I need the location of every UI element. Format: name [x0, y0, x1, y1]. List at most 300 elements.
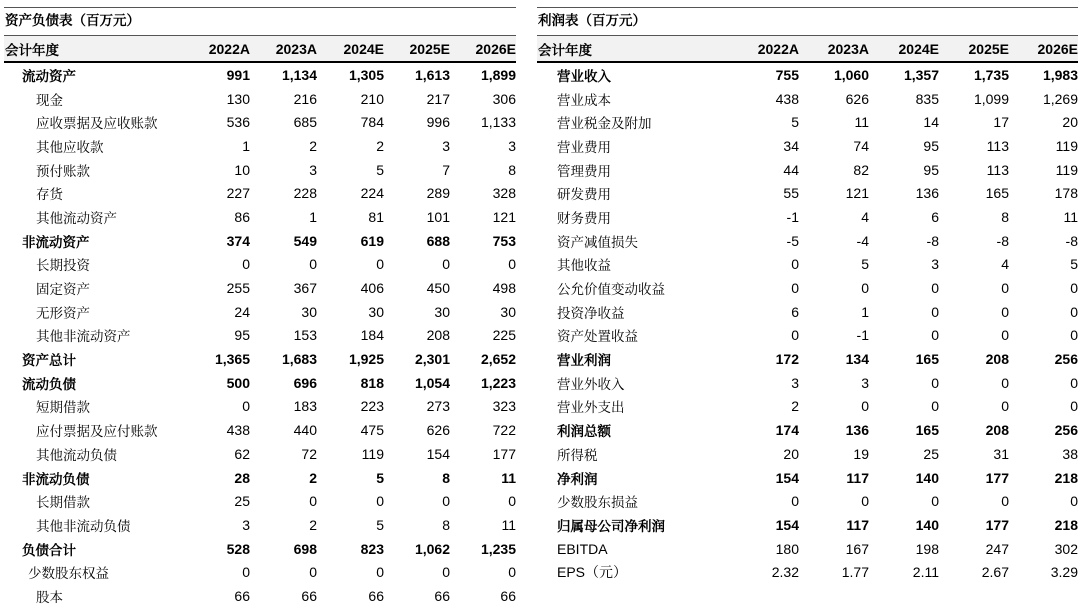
row-value: 174 — [775, 422, 799, 439]
table-row — [4, 418, 516, 442]
row-label: 现金 — [36, 92, 63, 109]
row-value: 210 — [360, 90, 384, 107]
row-value: 0 — [791, 256, 799, 273]
row-value: 154 — [775, 469, 799, 486]
row-value: 140 — [915, 516, 939, 533]
row-label: 负债合计 — [22, 542, 76, 559]
row-value: 95 — [923, 161, 939, 178]
row-value: 374 — [226, 232, 250, 249]
row-value: 619 — [360, 232, 384, 249]
table-row — [537, 276, 1078, 300]
row-value: 5 — [1070, 256, 1078, 273]
table-row — [4, 513, 516, 537]
row-value: 5 — [376, 161, 384, 178]
table-row — [537, 347, 1078, 371]
row-label: 归属母公司净利润 — [557, 518, 665, 535]
row-value: 30 — [500, 303, 516, 320]
row-value: 1,925 — [348, 351, 384, 368]
row-label: 长期投资 — [36, 258, 90, 275]
header-2022a: 2022A — [729, 36, 799, 62]
header-2026e: 2026E — [1009, 36, 1078, 62]
row-value: 498 — [492, 280, 516, 297]
table-row — [4, 253, 516, 277]
row-value: 228 — [293, 185, 317, 202]
row-value: 5 — [376, 469, 384, 486]
row-label: 财务费用 — [557, 210, 611, 227]
row-value: 31 — [993, 445, 1009, 462]
row-value: 3 — [861, 374, 869, 391]
row-value: 0 — [309, 256, 317, 273]
row-value: 0 — [1001, 493, 1009, 510]
table-row — [4, 87, 516, 111]
row-value: 165 — [915, 422, 939, 439]
row-value: 475 — [360, 422, 384, 439]
row-value: 0 — [1070, 493, 1078, 510]
row-value: 34 — [783, 137, 799, 154]
row-value: 818 — [360, 374, 384, 391]
row-value: 177 — [492, 445, 516, 462]
row-value: 0 — [376, 564, 384, 581]
header-2024e: 2024E — [317, 36, 384, 62]
row-value: 10 — [234, 161, 250, 178]
row-value: 2 — [791, 398, 799, 415]
row-value: 4 — [1001, 256, 1009, 273]
row-value: -8 — [1065, 232, 1078, 249]
row-value: 3 — [508, 137, 516, 154]
row-label: 无形资产 — [36, 305, 90, 322]
row-value: 0 — [508, 493, 516, 510]
row-label: 资产处置收益 — [557, 329, 638, 346]
row-value: 722 — [492, 422, 516, 439]
row-value: 8 — [508, 161, 516, 178]
row-label: 预付账款 — [36, 163, 90, 180]
row-value: 450 — [426, 280, 450, 297]
row-value: 113 — [986, 161, 1009, 178]
row-value: 117 — [846, 516, 869, 533]
table-row — [4, 466, 516, 490]
row-label: 存货 — [36, 187, 63, 204]
row-value: 0 — [931, 303, 939, 320]
row-value: 86 — [234, 208, 250, 225]
row-value: 177 — [985, 516, 1009, 533]
row-value: 1,223 — [480, 374, 516, 391]
row-value: 0 — [1070, 374, 1078, 391]
row-value: 0 — [931, 327, 939, 344]
row-label: 流动负债 — [22, 376, 76, 393]
row-value: 0 — [931, 374, 939, 391]
row-label: 营业外支出 — [557, 400, 625, 417]
table-row — [537, 489, 1078, 513]
row-value: -4 — [856, 232, 869, 249]
row-label: 其他流动资产 — [36, 210, 117, 227]
table-row — [537, 560, 1078, 584]
row-value: 784 — [360, 114, 384, 131]
row-value: 626 — [845, 90, 869, 107]
row-label: 投资净收益 — [557, 305, 625, 322]
row-value: 0 — [508, 256, 516, 273]
row-value: 66 — [434, 587, 450, 604]
row-value: 0 — [376, 256, 384, 273]
row-value: 6 — [931, 208, 939, 225]
row-value: 289 — [426, 185, 450, 202]
row-value: 216 — [293, 90, 317, 107]
table-row — [4, 110, 516, 134]
row-value: 17 — [993, 114, 1009, 131]
row-value: 0 — [861, 398, 869, 415]
row-label: 股本 — [36, 589, 63, 606]
row-value: 74 — [853, 137, 869, 154]
table-row — [4, 537, 516, 561]
row-value: 30 — [301, 303, 317, 320]
row-value: 11 — [854, 114, 869, 131]
row-value: 130 — [226, 90, 250, 107]
row-value: 438 — [226, 422, 250, 439]
row-value: 1,269 — [1042, 90, 1078, 107]
table-row — [537, 181, 1078, 205]
row-value: 2 — [309, 137, 317, 154]
row-value: 1,099 — [973, 90, 1009, 107]
balance-sheet-table — [4, 36, 516, 608]
row-value: 8 — [1001, 208, 1009, 225]
row-value: 273 — [426, 398, 450, 415]
row-value: -1 — [786, 208, 799, 225]
row-value: 8 — [442, 516, 450, 533]
row-value: 4 — [861, 208, 869, 225]
row-value: 224 — [360, 185, 384, 202]
row-value: 223 — [360, 398, 384, 415]
row-value: 19 — [853, 445, 869, 462]
row-value: 113 — [986, 137, 1009, 154]
row-value: 0 — [931, 280, 939, 297]
row-value: -8 — [926, 232, 939, 249]
row-label: 少数股东权益 — [28, 566, 109, 583]
row-label: 利润总额 — [557, 424, 611, 441]
row-value: 14 — [923, 114, 939, 131]
row-value: 136 — [845, 422, 869, 439]
row-value: 0 — [791, 327, 799, 344]
row-value: 0 — [791, 280, 799, 297]
row-value: 20 — [783, 445, 799, 462]
row-value: 119 — [1055, 137, 1078, 154]
row-value: 2.67 — [981, 564, 1009, 581]
row-value: 3 — [309, 161, 317, 178]
row-value: 536 — [226, 114, 250, 131]
row-value: 0 — [1070, 398, 1078, 415]
row-value: 5 — [791, 114, 799, 131]
row-value: 1 — [242, 137, 250, 154]
row-value: 0 — [242, 564, 250, 581]
row-value: 996 — [426, 114, 450, 131]
row-value: 153 — [293, 327, 317, 344]
table-row — [4, 62, 516, 87]
row-value: 1,133 — [480, 114, 516, 131]
row-value: 0 — [931, 493, 939, 510]
row-value: 685 — [293, 114, 317, 131]
row-value: 500 — [226, 374, 250, 391]
table-row — [537, 87, 1078, 111]
row-value: 1,983 — [1042, 66, 1078, 83]
row-value: 1.77 — [841, 564, 869, 581]
header-fiscal-year: 会计年度 — [537, 36, 729, 62]
table-row — [4, 371, 516, 395]
row-value: 7 — [442, 161, 450, 178]
row-value: 0 — [442, 256, 450, 273]
row-value: 11 — [501, 516, 516, 533]
row-label: 公允价值变动收益 — [557, 282, 665, 299]
row-label: 固定资产 — [36, 282, 90, 299]
row-value: 1,305 — [348, 66, 384, 83]
row-value: 0 — [931, 398, 939, 415]
row-value: 1,899 — [480, 66, 516, 83]
row-value: 30 — [434, 303, 450, 320]
row-label: EPS（元） — [557, 564, 628, 581]
row-value: 1,613 — [414, 66, 450, 83]
row-label: 长期借款 — [36, 495, 90, 512]
row-value: 95 — [923, 137, 939, 154]
row-value: 6 — [791, 303, 799, 320]
table-row — [4, 276, 516, 300]
row-value: 696 — [293, 374, 317, 391]
row-value: 626 — [426, 422, 450, 439]
row-value: 62 — [234, 445, 250, 462]
row-value: 0 — [861, 280, 869, 297]
row-value: 66 — [234, 587, 250, 604]
row-value: 0 — [242, 256, 250, 273]
row-value: 3.29 — [1050, 564, 1078, 581]
row-label: 净利润 — [557, 471, 598, 488]
row-value: 753 — [492, 232, 516, 249]
table-row — [4, 324, 516, 348]
row-value: 81 — [368, 208, 384, 225]
row-value: 25 — [923, 445, 939, 462]
row-value: 66 — [301, 587, 317, 604]
row-value: 528 — [226, 540, 250, 557]
row-value: 0 — [861, 493, 869, 510]
row-value: 3 — [791, 374, 799, 391]
row-value: 1,683 — [281, 351, 317, 368]
row-value: 66 — [500, 587, 516, 604]
row-value: 0 — [791, 493, 799, 510]
row-value: 755 — [775, 66, 799, 83]
row-value: 3 — [442, 137, 450, 154]
row-value: 2 — [309, 516, 317, 533]
row-value: 2.32 — [771, 564, 799, 581]
row-value: 24 — [234, 303, 250, 320]
row-value: 121 — [492, 208, 516, 225]
row-value: 154 — [775, 516, 799, 533]
row-value: 1,054 — [414, 374, 450, 391]
row-label: 其他非流动负债 — [36, 518, 131, 535]
income-statement-body — [537, 62, 1078, 584]
row-value: 256 — [1054, 422, 1078, 439]
row-label: 非流动资产 — [22, 234, 90, 251]
table-row — [537, 371, 1078, 395]
row-value: 1,134 — [281, 66, 317, 83]
table-row — [537, 134, 1078, 158]
row-value: 134 — [845, 351, 869, 368]
row-value: 323 — [492, 398, 516, 415]
row-value: 0 — [1070, 327, 1078, 344]
row-value: 172 — [775, 351, 799, 368]
table-row — [4, 489, 516, 513]
row-value: 225 — [492, 327, 516, 344]
table-row — [537, 442, 1078, 466]
row-value: 3 — [931, 256, 939, 273]
row-value: 0 — [1070, 280, 1078, 297]
row-value: 1,735 — [973, 66, 1009, 83]
row-label: 管理费用 — [557, 163, 611, 180]
row-value: 180 — [775, 540, 799, 557]
row-value: 367 — [293, 280, 317, 297]
balance-sheet-body — [4, 62, 516, 608]
row-value: 167 — [845, 540, 869, 557]
row-value: 256 — [1054, 351, 1078, 368]
row-value: 688 — [426, 232, 450, 249]
row-value: 302 — [1054, 540, 1078, 557]
row-value: 119 — [361, 445, 384, 462]
row-value: 406 — [360, 280, 384, 297]
row-value: 72 — [301, 445, 317, 462]
table-row — [4, 134, 516, 158]
row-label: 其他非流动资产 — [36, 329, 131, 346]
row-value: 247 — [985, 540, 1009, 557]
header-2023a: 2023A — [250, 36, 317, 62]
row-value: 0 — [309, 564, 317, 581]
header-2025e: 2025E — [939, 36, 1009, 62]
table-row — [4, 442, 516, 466]
row-label: 营业外收入 — [557, 376, 625, 393]
table-row — [537, 253, 1078, 277]
header-2025e: 2025E — [384, 36, 450, 62]
row-label: 资产总计 — [22, 353, 76, 370]
row-value: 227 — [226, 185, 250, 202]
row-label: EBITDA — [557, 540, 608, 557]
row-value: 154 — [426, 445, 450, 462]
row-value: 2 — [309, 469, 317, 486]
row-value: 0 — [309, 493, 317, 510]
income-statement-title: 利润表（百万元） — [537, 7, 1078, 36]
row-value: 217 — [426, 90, 450, 107]
table-row — [4, 300, 516, 324]
header-2024e: 2024E — [869, 36, 939, 62]
row-value: 2.11 — [912, 564, 939, 581]
row-value: 991 — [226, 66, 250, 83]
table-row — [537, 418, 1078, 442]
row-value: 1,357 — [903, 66, 939, 83]
table-row — [537, 110, 1078, 134]
row-label: 其他收益 — [557, 258, 611, 275]
row-value: 0 — [1001, 280, 1009, 297]
row-value: 0 — [1070, 303, 1078, 320]
row-value: -1 — [856, 327, 869, 344]
row-value: 183 — [293, 398, 317, 415]
header-2022a: 2022A — [183, 36, 250, 62]
row-value: 218 — [1054, 469, 1078, 486]
row-value: 30 — [368, 303, 384, 320]
balance-sheet-panel — [4, 7, 516, 608]
row-value: 1,060 — [833, 66, 869, 83]
table-row — [4, 560, 516, 584]
row-value: 0 — [1001, 374, 1009, 391]
row-value: 0 — [1001, 398, 1009, 415]
table-row — [4, 347, 516, 371]
header-2026e: 2026E — [450, 36, 516, 62]
row-value: -8 — [996, 232, 1009, 249]
row-value: 823 — [360, 540, 384, 557]
row-label: 流动资产 — [22, 68, 76, 85]
row-label: 研发费用 — [557, 187, 611, 204]
row-value: 5 — [376, 516, 384, 533]
table-row — [537, 158, 1078, 182]
row-label: 营业收入 — [557, 68, 611, 85]
row-value: 136 — [915, 185, 939, 202]
row-label: 少数股东损益 — [557, 495, 638, 512]
row-value: 117 — [846, 469, 869, 486]
row-label: 短期借款 — [36, 400, 90, 417]
table-row — [537, 62, 1078, 87]
row-value: 140 — [915, 469, 939, 486]
row-label: 营业利润 — [557, 353, 611, 370]
row-value: 218 — [1054, 516, 1078, 533]
income-statement-panel — [537, 7, 1078, 584]
row-label: 营业成本 — [557, 92, 611, 109]
row-value: 306 — [492, 90, 516, 107]
row-value: 1 — [309, 208, 317, 225]
table-row — [537, 229, 1078, 253]
row-value: 177 — [985, 469, 1009, 486]
row-value: 44 — [783, 161, 799, 178]
row-label: 其他流动负债 — [36, 447, 117, 464]
row-value: 2 — [376, 137, 384, 154]
row-value: 3 — [242, 516, 250, 533]
row-label: 所得税 — [557, 447, 598, 464]
header-2023a: 2023A — [799, 36, 869, 62]
table-row — [537, 205, 1078, 229]
table-row — [537, 537, 1078, 561]
row-value: 95 — [234, 327, 250, 344]
row-value: 328 — [492, 185, 516, 202]
row-value: 2,301 — [414, 351, 450, 368]
table-row — [537, 395, 1078, 419]
row-label: 应付票据及应付账款 — [36, 424, 158, 441]
row-label: 其他应收款 — [36, 139, 104, 156]
table-row — [4, 181, 516, 205]
row-value: 82 — [853, 161, 869, 178]
table-row — [4, 584, 516, 608]
row-value: 184 — [360, 327, 384, 344]
row-value: 835 — [915, 90, 939, 107]
row-label: 资产减值损失 — [557, 234, 638, 251]
table-row — [4, 229, 516, 253]
row-value: 5 — [861, 256, 869, 273]
balance-sheet-header-row — [4, 36, 516, 62]
row-value: 121 — [845, 185, 869, 202]
row-value: 20 — [1062, 114, 1078, 131]
table-row — [537, 300, 1078, 324]
row-value: 66 — [368, 587, 384, 604]
row-value: 440 — [293, 422, 317, 439]
row-value: 38 — [1062, 445, 1078, 462]
header-fiscal-year: 会计年度 — [4, 36, 183, 62]
row-value: 198 — [915, 540, 939, 557]
row-value: -5 — [786, 232, 799, 249]
row-value: 0 — [508, 564, 516, 581]
row-value: 101 — [426, 208, 450, 225]
table-row — [4, 395, 516, 419]
row-value: 178 — [1054, 185, 1078, 202]
row-value: 0 — [1001, 327, 1009, 344]
row-value: 165 — [985, 185, 1009, 202]
